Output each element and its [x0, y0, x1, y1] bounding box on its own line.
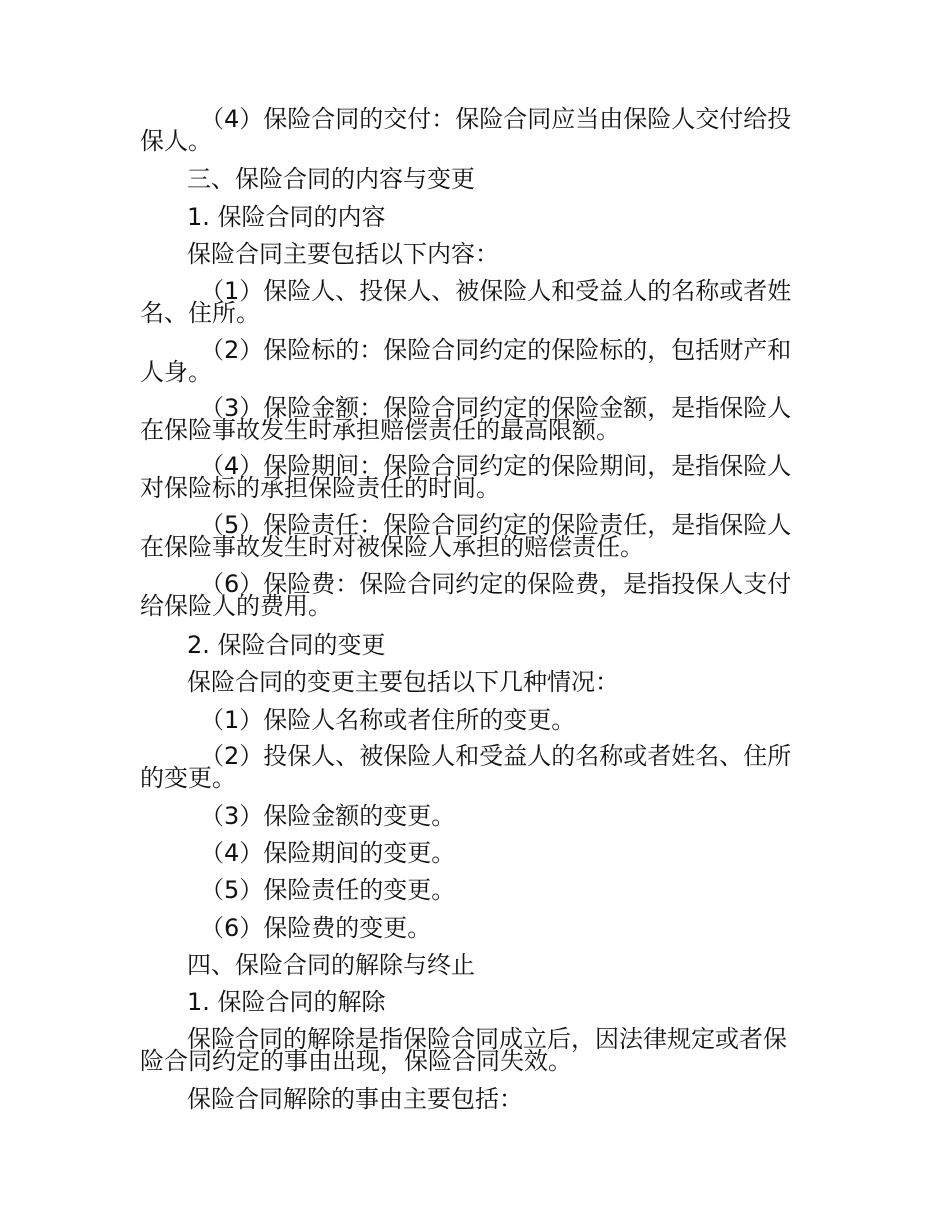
list-item-content-4: （4）保险期间：保险合同约定的保险期间，是指保险人对保险标的承担保险责任的时间。 [140, 452, 792, 502]
subheading-contract-content: 1. 保险合同的内容 [187, 203, 386, 231]
list-item-content-1: （1）保险人、投保人、被保险人和受益人的名称或者姓名、住所。 [140, 277, 792, 327]
list-item-change-4: （4）保险期间的变更。 [200, 839, 456, 867]
list-item-content-6: （6）保险费：保险合同约定的保险费，是指投保人支付给保险人的费用。 [140, 570, 792, 620]
subheading-contract-change: 2. 保险合同的变更 [187, 631, 386, 659]
heading-contract-termination: 四、保险合同的解除与终止 [187, 951, 475, 979]
heading-contract-content-and-change: 三、保险合同的内容与变更 [187, 165, 475, 193]
list-item-change-2: （2）投保人、被保险人和受益人的名称或者姓名、住所的变更。 [140, 742, 792, 792]
list-item-change-3: （3）保险金额的变更。 [200, 802, 456, 830]
paragraph-rescission-definition: 保险合同的解除是指保险合同成立后，因法律规定或者保险合同约定的事由出现，保险合同失效。 [140, 1025, 787, 1075]
list-item-content-5: （5）保险责任：保险合同约定的保险责任，是指保险人在保险事故发生时对被保险人承担的赔偿责任。 [140, 511, 792, 561]
paragraph-content-intro: 保险合同主要包括以下内容： [187, 240, 499, 268]
paragraph-rescission-causes-intro: 保险合同解除的事由主要包括： [187, 1085, 523, 1113]
subheading-contract-rescission: 1. 保险合同的解除 [187, 988, 386, 1016]
list-item-change-1: （1）保险人名称或者住所的变更。 [200, 706, 576, 734]
list-item-change-5: （5）保险责任的变更。 [200, 876, 456, 904]
list-item-content-3: （3）保险金额：保险合同约定的保险金额，是指保险人在保险事故发生时承担赔偿责任的最高限额。 [140, 394, 792, 444]
paragraph-change-intro: 保险合同的变更主要包括以下几种情况： [187, 668, 619, 696]
paragraph-contract-delivery: （4）保险合同的交付：保险合同应当由保险人交付给投保人。 [140, 105, 792, 155]
list-item-change-6: （6）保险费的变更。 [200, 914, 432, 942]
list-item-content-2: （2）保险标的：保险合同约定的保险标的，包括财产和人身。 [140, 336, 792, 386]
